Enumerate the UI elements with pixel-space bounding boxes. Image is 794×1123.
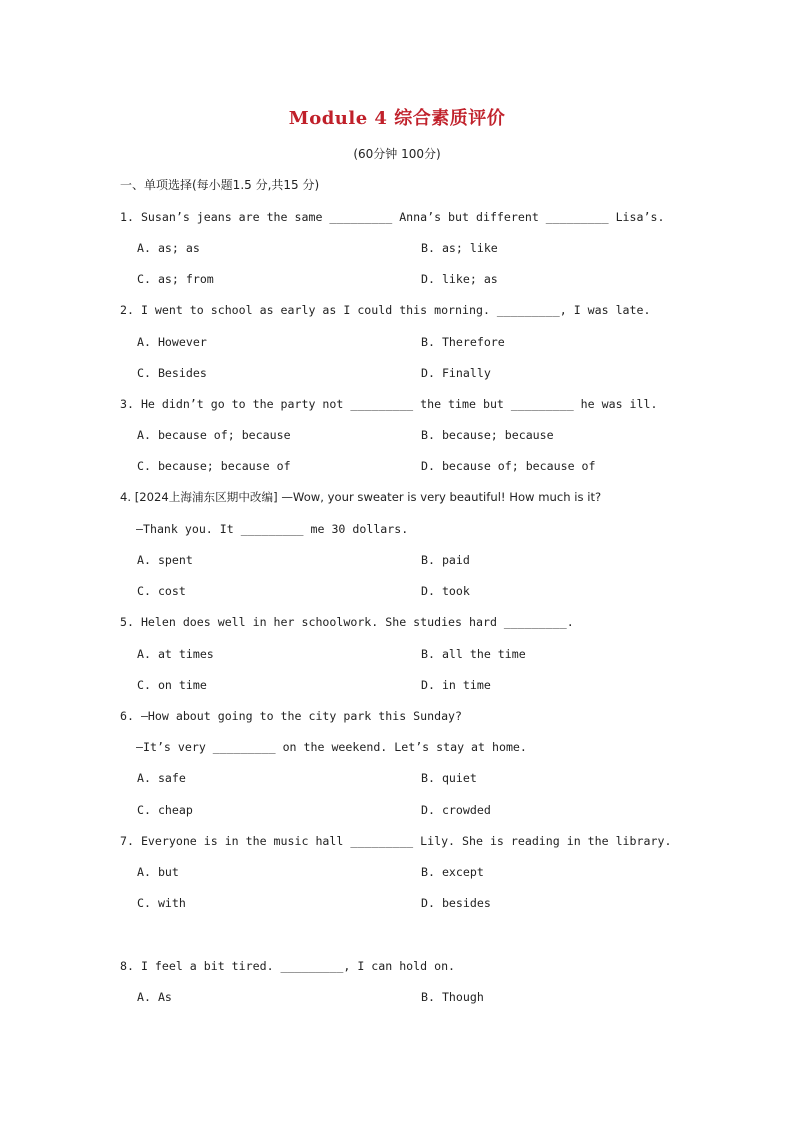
question-6-stem: 6. —How about going to the city park this Sunday? [120, 709, 463, 723]
question-8-option-a: A. As [137, 990, 172, 1004]
question-3-stem: 3. He didn’t go to the party not _________ the time but _________ he was ill. [120, 397, 658, 411]
page-title: Module 4 综合素质评价 [288, 108, 506, 129]
question-2-stem: 2. I went to school as early as I could this morning. _________, I was late. [120, 303, 651, 317]
question-4-option-a: A. spent [137, 553, 193, 567]
question-7-stem: 7. Everyone is in the music hall _________ Lily. She is reading in the library. [120, 834, 672, 848]
question-4-option-d: D. took [421, 584, 470, 598]
section-heading: 一、单项选择(每小题1.5 分,共15 分) [120, 178, 320, 192]
time-score-info: (60分钟 100分) [353, 147, 441, 161]
question-7-option-a: A. but [137, 865, 179, 879]
question-7-option-b: B. except [421, 865, 484, 879]
question-5-option-c: C. on time [137, 678, 207, 692]
question-1-option-b: B. as; like [421, 241, 498, 255]
question-1-stem: 1. Susan’s jeans are the same _________ Anna’s but different _________ Lisa’s. [120, 210, 665, 224]
question-2-option-a: A. However [137, 335, 207, 349]
question-6-option-b: B. quiet [421, 771, 477, 785]
question-5-option-d: D. in time [421, 678, 491, 692]
question-4-stem: 4. [2024上海浦东区期中改编] —Wow, your sweater is very beautiful! How much is it? [120, 490, 602, 504]
question-1-option-d: D. like; as [421, 272, 498, 286]
question-3-option-b: B. because; because [421, 428, 554, 442]
question-1-option-a: A. as; as [137, 241, 200, 255]
question-8-stem: 8. I feel a bit tired. _________, I can hold on. [120, 959, 456, 973]
question-4-response: —Thank you. It _________ me 30 dollars. [136, 522, 409, 536]
question-1-option-c: C. as; from [137, 272, 214, 286]
question-8-option-b: B. Though [421, 990, 484, 1004]
question-3-option-c: C. because; because of [137, 459, 291, 473]
question-6-option-d: D. crowded [421, 803, 491, 817]
question-3-option-d: D. because of; because of [421, 459, 596, 473]
question-2-option-c: C. Besides [137, 366, 207, 380]
question-6-option-c: C. cheap [137, 803, 193, 817]
question-5-stem: 5. Helen does well in her schoolwork. She studies hard _________. [120, 615, 574, 629]
question-4-option-b: B. paid [421, 553, 470, 567]
question-5-option-a: A. at times [137, 647, 214, 661]
question-2-option-b: B. Therefore [421, 335, 505, 349]
question-3-option-a: A. because of; because [137, 428, 291, 442]
question-7-option-c: C. with [137, 896, 186, 910]
question-6-option-a: A. safe [137, 771, 186, 785]
question-2-option-d: D. Finally [421, 366, 491, 380]
question-5-option-b: B. all the time [421, 647, 526, 661]
question-4-option-c: C. cost [137, 584, 186, 598]
question-6-response: —It’s very _________ on the weekend. Let’s stay at home. [136, 740, 527, 754]
question-7-option-d: D. besides [421, 896, 491, 910]
